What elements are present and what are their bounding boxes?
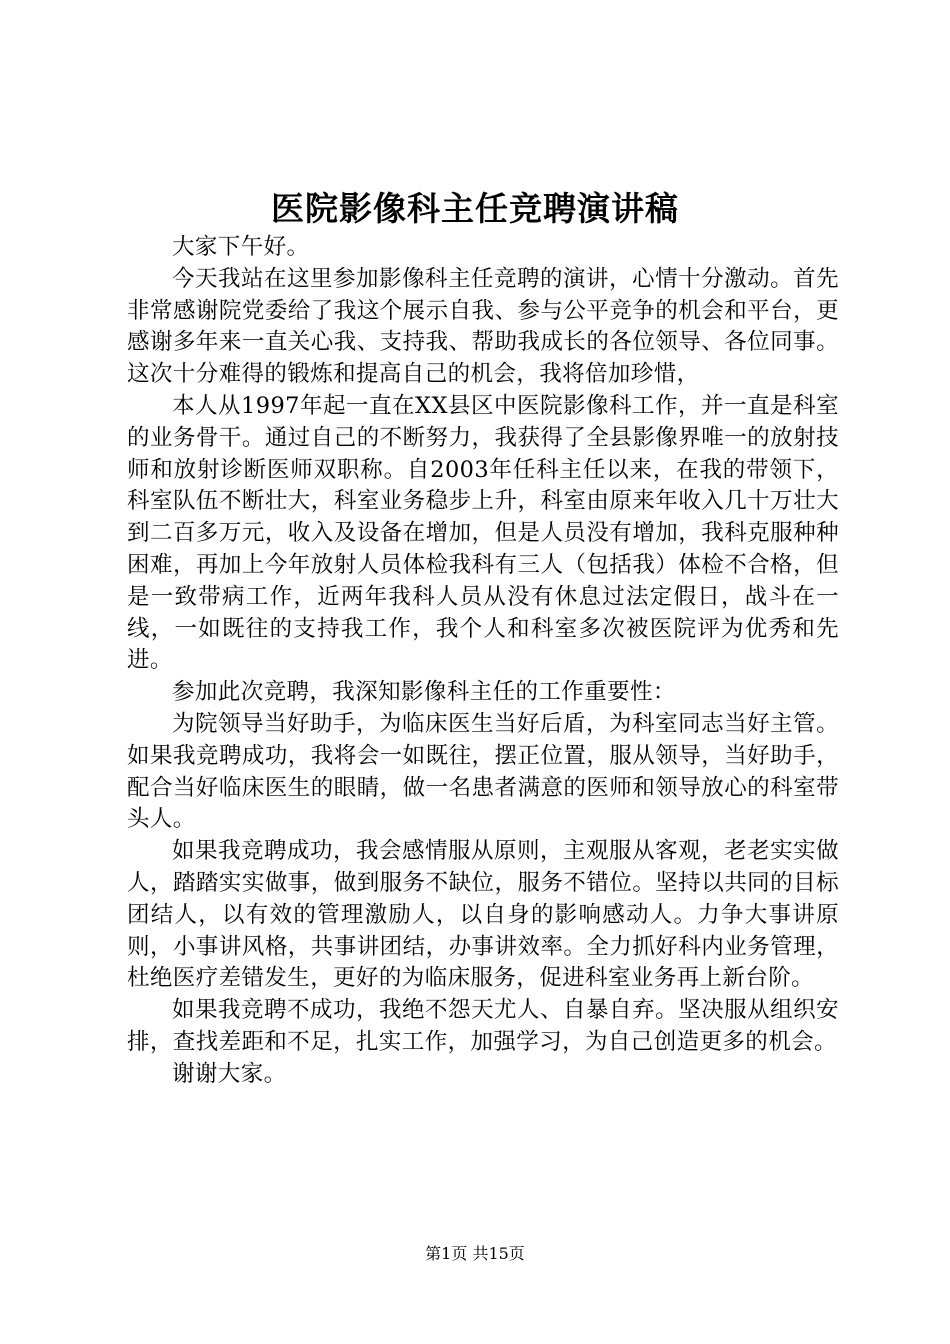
- paragraph-if-success: 如果我竞聘成功，我会感情服从原则，主观服从客观，老老实实做人，踏踏实实做事，做到服务不缺位，服务不错位。坚持以共同的目标团结人，以有效的管理激励人，以自身的影响感动人。力争大事讲原则，小事讲风格，共事讲团结，办事讲效率。全力抓好科内业务管理，杜绝医疗差错发生，更好的为临床服务，促进科室业务再上新台阶。: [127, 838, 839, 992]
- document-body: [127, 232, 839, 1091]
- paragraph-role: 为院领导当好助手，为临床医生当好后盾，为科室同志当好主管。如果我竞聘成功，我将会一如既往，摆正位置，服从领导，当好助手，配合当好临床医生的眼睛，做一名患者满意的医师和领导放心的科室带头人。: [127, 710, 839, 833]
- paragraph-opening: 今天我站在这里参加影像科主任竞聘的演讲，心情十分激动。首先非常感谢院党委给了我这个展示自我、参与公平竞争的机会和平台，更感谢多年来一直关心我、支持我、帮助我成长的各位领导、各位同事。这次十分难得的锻炼和提高自己的机会，我将倍加珍惜，: [127, 265, 839, 388]
- paragraph-importance: 参加此次竞聘，我深知影像科主任的工作重要性：: [172, 679, 676, 706]
- document-title: 医院影像科主任竞聘演讲稿: [271, 189, 679, 228]
- page-number: 第1页 共15页: [425, 1244, 525, 1263]
- paragraph-if-not-success: 如果我竞聘不成功，我绝不怨天尤人、自暴自弃。坚决服从组织安排，查找差距和不足，扎实工作，加强学习，为自己创造更多的机会。: [127, 997, 839, 1055]
- paragraph-greeting: 大家下午好。: [172, 234, 310, 260]
- paragraph-background: 本人从1997年起一直在XX县区中医院影像科工作，并一直是科室的业务骨干。通过自己的不断努力，我获得了全县影像界唯一的放射技师和放射诊断医师双职称。自2003年任科主任以来，在我的带领下，科室队伍不断壮大，科室业务稳步上升，科室由原来年收入几十万壮大到二百多万元，收入及设备在增加，但是人员没有增加，我科克服种种困难，再加上今年放射人员体检我科有三人（包括我）体检不合格，但是一致带病工作，近两年我科人员从没有休息过法定假日，战斗在一线，一如既往的支持我工作，我个人和科室多次被医院评为优秀和先进。: [127, 392, 839, 674]
- paragraph-thanks: 谢谢大家。: [172, 1060, 287, 1087]
